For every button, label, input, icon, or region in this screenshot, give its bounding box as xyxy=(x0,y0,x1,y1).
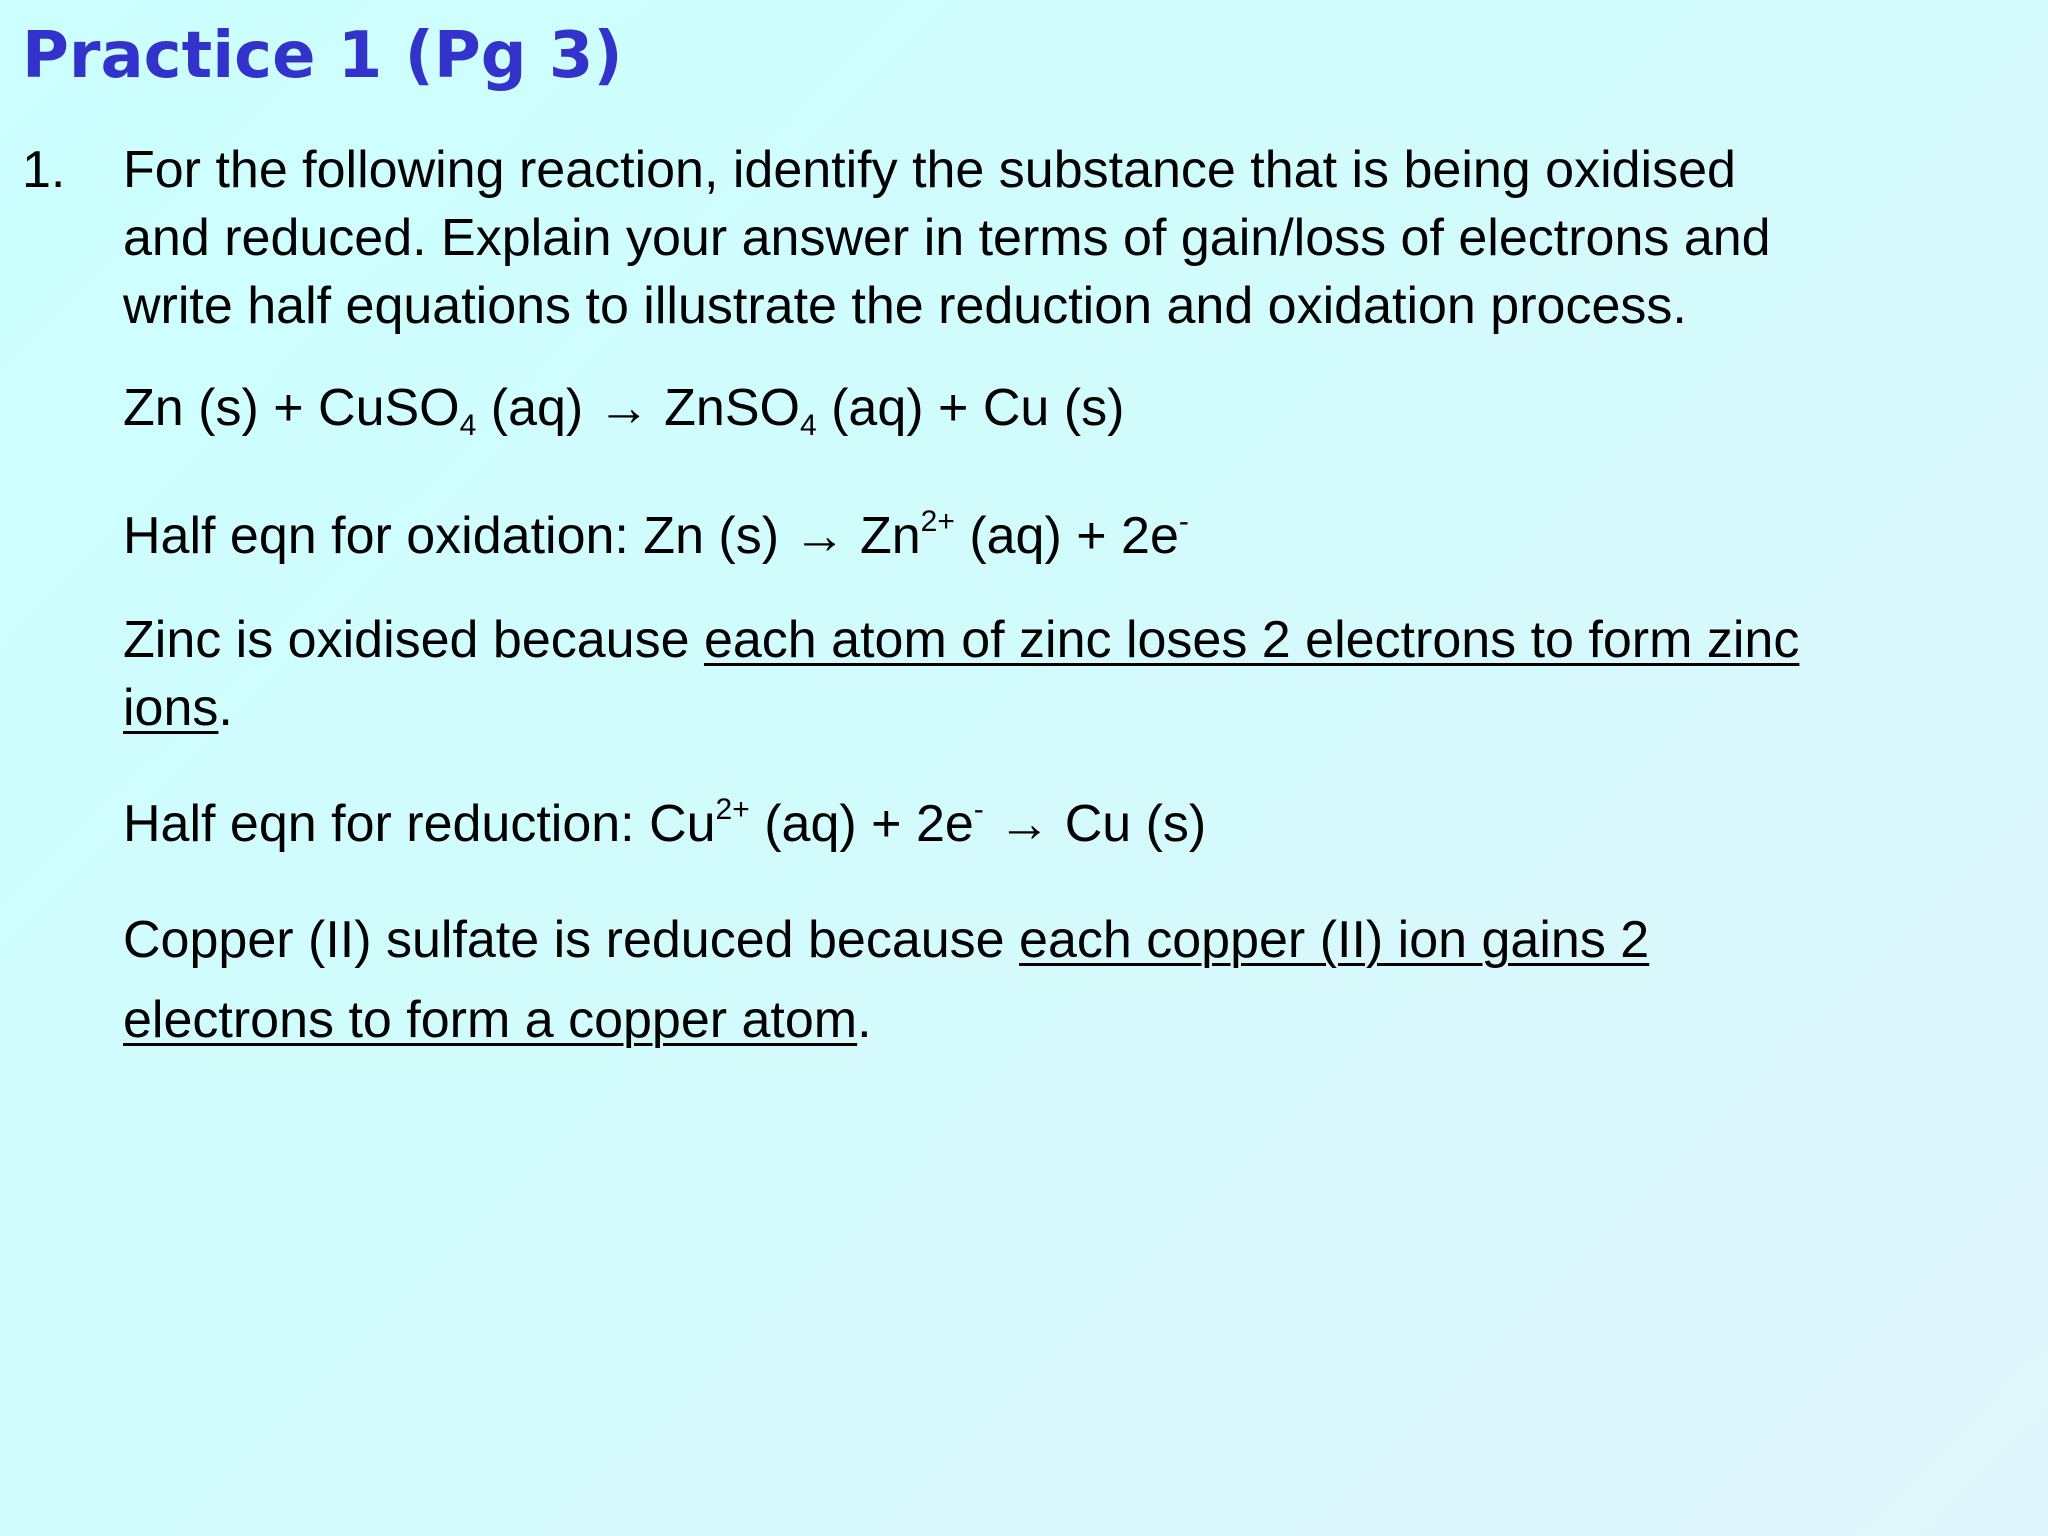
equation-part: Half eqn for oxidation: Zn (s) → Zn xyxy=(123,507,921,565)
electron-charge: - xyxy=(1178,505,1189,538)
question-line: For the following reaction, identify the substance that is being oxidised xyxy=(123,141,1736,199)
equation-part: → Cu (s) xyxy=(983,795,1207,853)
question-number: 1. xyxy=(22,141,66,199)
explanation-lead: Copper (II) sulfate is reduced because xyxy=(123,911,1020,969)
oxidation-half-equation xyxy=(123,502,2003,570)
equation-part: (aq) → ZnSO xyxy=(476,379,800,437)
equation-subscript: 4 xyxy=(799,409,817,442)
reduction-half-equation xyxy=(123,790,2003,858)
oxidation-explanation xyxy=(123,606,2003,742)
reduction-explanation xyxy=(123,900,2003,1060)
equation-part: Half eqn for reduction: Cu xyxy=(123,795,716,853)
equation-part: (aq) + 2e xyxy=(749,795,974,853)
ion-charge: 2+ xyxy=(920,505,955,538)
equation-subscript: 4 xyxy=(459,409,477,442)
question-line: write half equations to illustrate the reduction and oxidation process. xyxy=(123,277,1687,335)
ion-charge: 2+ xyxy=(715,793,750,826)
explanation-underlined: ions xyxy=(123,679,219,737)
slide-title: Practice 1 (Pg 3) xyxy=(22,19,623,93)
equation-part: Zn (s) + CuSO xyxy=(123,379,460,437)
explanation-underlined: each copper (II) ion gains 2 xyxy=(1019,911,1650,969)
question-line: and reduced. Explain your answer in terms of gain/loss of electrons and xyxy=(123,209,1771,267)
reaction-equation xyxy=(123,374,2003,442)
explanation-lead: Zinc is oxidised because xyxy=(123,611,704,669)
electron-charge: - xyxy=(973,793,984,826)
explanation-end: . xyxy=(218,679,233,737)
explanation-underlined: each atom of zinc loses 2 electrons to form zinc xyxy=(703,611,1800,669)
equation-part: (aq) + Cu (s) xyxy=(816,379,1125,437)
explanation-end: . xyxy=(857,991,872,1049)
equation-part: (aq) + 2e xyxy=(954,507,1179,565)
question-text xyxy=(123,136,2003,340)
explanation-underlined: electrons to form a copper atom xyxy=(123,991,858,1049)
